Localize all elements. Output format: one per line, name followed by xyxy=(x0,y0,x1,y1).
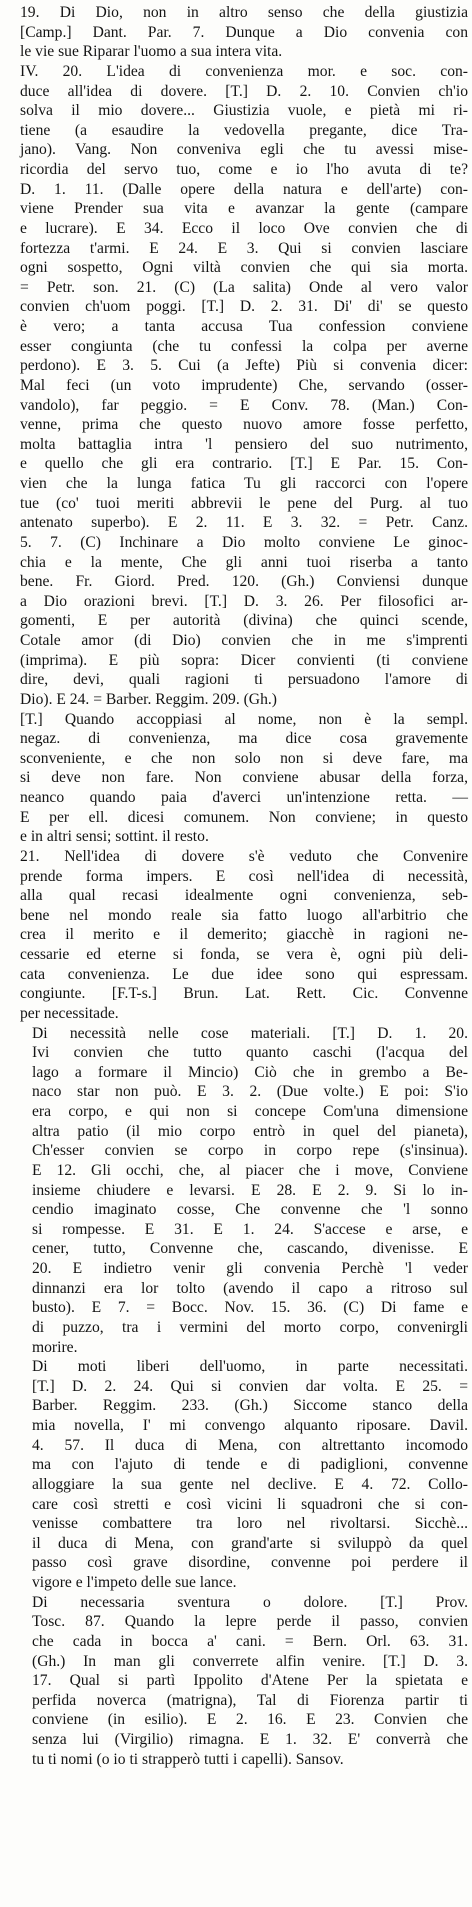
text-line: lago a formare il Mincio) Ciò che in grembo a Be- xyxy=(32,1063,468,1081)
text-line: gomenti, E per autorità (divina) che quinci scende, xyxy=(20,612,468,630)
text-line: conviene (in esilio). E 2. 16. E 23. Convien che xyxy=(32,1711,468,1729)
text-line: era corpo, e qui non si concepe Com'una dimensione xyxy=(32,1103,468,1120)
text-line: 19. Di Dio, non in altro senso che della giustizia xyxy=(20,4,468,21)
text-line: a Dio orazioni brevi. [T.] D. 3. 26. Per filosofici ar- xyxy=(20,592,468,610)
text-line: vandolo), far peggio. = E Conv. 78. (Man.) Con- xyxy=(20,396,468,414)
text-line: Ch'esser convien se corpo in corpo repe (s'insinua). xyxy=(32,1142,468,1160)
text-line: è vero; a tanta accusa Tua confession conviene xyxy=(20,318,468,335)
text-line: per necessitade. xyxy=(20,1004,119,1022)
text-line: D. 1. 11. (Dalle opere della natura e dell'arte) con- xyxy=(20,180,468,198)
text-line: venne, prima che questo nuovo amore fosse perfetto, xyxy=(20,416,468,434)
text-line: busto). E 7. = Bocc. Nov. 15. 36. (C) Di fame e xyxy=(32,1299,468,1317)
text-line: solva il mio dovere... Giustizia vuole, e pietà mi ri- xyxy=(20,102,468,120)
text-line: il duca di Mena, con grand'arte si sviluppò da quel xyxy=(32,1534,468,1552)
text-line: insieme chiudere e levarsi. E 28. E 2. 9. Si lo in- xyxy=(32,1181,468,1199)
text-line: dinnanzi era lor tolto (avendo il capo a ritroso sul xyxy=(32,1279,468,1297)
text-line: jano). Vang. Non conveniva egli che tu avessi mise- xyxy=(20,141,468,159)
text-line: tiene (a esaudire la vedovella pregante, dice Tra- xyxy=(20,121,468,139)
text-line: E per ell. dicesi comunem. Non conviene; in questo xyxy=(20,808,468,826)
text-line: crea il merito e il demerito; giacchè in ragioni ne- xyxy=(20,926,468,944)
text-line: (Gh.) In man gli converrete alfin venire. [T.] D. 3. xyxy=(32,1652,468,1670)
text-line: chia e la mente, Che gli anni tuoi riserba a tanto xyxy=(20,553,468,571)
text-line: molta battaglia intra 'l pensiero del suo nutrimento, xyxy=(20,435,468,453)
text-line: negaz. di convenienza, ma dice cosa gravemente xyxy=(20,730,468,748)
text-line: cessarie ed eterne si fonda, se vera è, ogni più deli- xyxy=(20,946,468,963)
text-line: perdono). E 3. 5. Cui (a Jefte) Più si convenia dicer: xyxy=(20,357,468,375)
text-line: e lucrare). E 34. Ecco il loco Ove convien che di xyxy=(20,219,468,237)
text-line: cata convenienza. Le due idee sono qui espressam. xyxy=(20,965,468,983)
text-line: senza lui (Virgilio) rimagna. E 1. 32. E' converrà che xyxy=(32,1731,468,1748)
text-column xyxy=(4,3,468,1769)
text-line: Ivi convien che tutto quanto caschi (l'acqua del xyxy=(32,1044,468,1062)
text-line: cendio imaginato cosse, Che convenne che 'l sonno xyxy=(32,1201,468,1219)
text-line: 21. Nell'idea di dovere s'è veduto che Convenire xyxy=(20,847,468,865)
text-line: di puzzo, tra i vermini del morto corpo, convenirgli xyxy=(32,1318,468,1336)
text-line: viene Prender sua vita e avanzar la gente (campare xyxy=(20,200,468,218)
text-line: [Camp.] Dant. Par. 7. Dunque a Dio convenia con xyxy=(20,23,468,41)
text-line: alla qual recasi idealmente ogni convenienza, seb- xyxy=(20,887,468,905)
text-line: congiunte. [F.T-s.] Brun. Lat. Rett. Cic. Convenne xyxy=(20,985,468,1003)
text-line: ma con l'ajuto di tende e di padiglioni, convenne xyxy=(32,1456,468,1474)
text-line: che cada in bocca a' cani. = Bern. Orl. 63. 31. xyxy=(32,1632,468,1650)
text-line: passo così grave disordine, convenne poi perdere il xyxy=(32,1554,468,1572)
entry-iv-20-note xyxy=(4,710,468,847)
text-line: IV. 20. L'idea di convenienza mor. e soc. con- xyxy=(20,62,468,80)
text-line: neanco quando paia d'averci un'intenzione retta. — xyxy=(20,789,468,806)
text-line: care così stretti e così vicini li squadroni che si con- xyxy=(32,1495,468,1513)
text-line: ogni sospetto, Ogni viltà convien che qui sia morta. xyxy=(20,259,468,277)
text-line: mia novella, I' mi convengo alquanto riposare. Davil. xyxy=(32,1417,468,1434)
text-line: [T.] D. 2. 24. Qui si convien dar volta. E 25. = xyxy=(32,1377,468,1395)
text-line: altra patio (il mio corpo entrò in quel del pianeta), xyxy=(32,1122,468,1140)
text-line: 5. 7. (C) Inchinare a Dio molto conviene Le ginoc- xyxy=(20,533,468,551)
text-line: (imprima). E più sopra: Dicer convienti (ti conviene xyxy=(20,651,468,669)
text-line: tu ti nomi (o io ti strapperò tutti i capelli). Sansov. xyxy=(32,1750,344,1768)
text-line: Di necessaria sventura o dolore. [T.] Prov. xyxy=(32,1593,468,1611)
text-line: dire, devi, quali ragioni ti persuadono l'amore di xyxy=(20,671,468,689)
entry-21-moti xyxy=(4,1357,468,1593)
text-line: bene nel mondo reale sia fatto luogo all'arbitrio che xyxy=(20,906,468,924)
text-line: 17. Qual si partì Ippolito d'Atene Per la spietata e xyxy=(32,1672,468,1690)
text-line: Mal feci (un voto imprudente) Che, servando (osser- xyxy=(20,376,468,394)
text-line: convien ch'uom poggi. [T.] D. 2. 31. Di' di' se questo xyxy=(20,298,468,316)
text-line: alloggiare la sua gente nel declive. E 4. 72. Collo- xyxy=(32,1475,468,1493)
text-line: perfida noverca (matrigna), Tal di Fiorenza partir ti xyxy=(32,1691,468,1709)
entry-19 xyxy=(4,3,468,62)
text-line: morire. xyxy=(32,1338,78,1356)
text-line: ricordia del servo tuo, come e io l'ho avuta di te? xyxy=(20,161,468,178)
text-line: naco star non può. E 3. 2. (Due volte.) E poi: S'io xyxy=(32,1083,468,1101)
text-line: sconveniente, e che non solo non si deve fare, ma xyxy=(20,749,468,767)
text-line: cener, tutto, Convenne che, cascando, divenisse. E xyxy=(32,1240,468,1258)
text-line: bene. Fr. Giord. Pred. 120. (Gh.) Conviensi dunque xyxy=(20,573,468,591)
text-line: Tosc. 87. Quando la lepre perde il passo, convien xyxy=(32,1613,468,1631)
text-line: Dio). E 24. = Barber. Reggim. 209. (Gh.) xyxy=(20,690,277,708)
text-line: vien che la lunga fatica Tu gli raccorci con l'opere xyxy=(20,475,468,492)
entry-iv-20 xyxy=(4,62,468,710)
text-line: vigore e l'impeto delle sue lance. xyxy=(32,1574,237,1591)
text-line: esser congiunta (che tu confessi la colpa per averne xyxy=(20,337,468,355)
text-line: si deve non fare. Non conviene abusar della forza, xyxy=(20,769,468,787)
entry-21-sventura xyxy=(4,1593,468,1770)
text-line: le vie sue Riparar l'uomo a sua intera vita. xyxy=(20,43,283,61)
entry-21-materiali xyxy=(4,1024,468,1358)
text-line: tue (co' tuoi meriti abbrevii le pene del Purg. al tuo xyxy=(20,494,468,512)
text-line: Cotale amor (di Dio) convien che in me s'imprenti xyxy=(20,632,468,649)
text-line: antenato superbo). E 2. 11. E 3. 32. = Petr. Canz. xyxy=(20,514,468,532)
text-line: si rompesse. E 31. E 1. 24. S'accese e arse, e xyxy=(32,1220,468,1238)
entry-21 xyxy=(4,847,468,1024)
text-line: [T.] Quando accoppiasi al nome, non è la sempl. xyxy=(20,710,468,728)
text-line: e quello che gli era contrario. [T.] E Par. 15. Con- xyxy=(20,455,468,473)
text-line: Di moti liberi dell'uomo, in parte necessitati. xyxy=(32,1358,468,1376)
text-line: Di necessità nelle cose materiali. [T.] D. 1. 20. xyxy=(32,1024,468,1042)
text-line: fortezza t'armi. E 24. E 3. Qui si convien lasciare xyxy=(20,239,468,257)
text-line: 4. 57. Il duca di Mena, con altrettanto incomodo xyxy=(32,1436,468,1454)
text-line: e in altri sensi; sottint. il resto. xyxy=(20,828,209,846)
text-line: duce all'idea di dovere. [T.] D. 2. 10. Convien ch'io xyxy=(20,82,468,100)
text-line: = Petr. son. 21. (C) (La salita) Onde al vero valor xyxy=(20,278,468,296)
text-line: venisse combattere tra loro nel rivoltarsi. Sicchè... xyxy=(32,1515,468,1533)
text-line: E 12. Gli occhi, che, al piacer che i move, Conviene xyxy=(32,1161,468,1179)
text-line: prende forma impers. E così nell'idea di necessità, xyxy=(20,867,468,885)
text-line: 20. E indietro venir gli convenia Perchè 'l veder xyxy=(32,1260,468,1277)
text-line: Barber. Reggim. 233. (Gh.) Siccome stanco della xyxy=(32,1397,468,1415)
